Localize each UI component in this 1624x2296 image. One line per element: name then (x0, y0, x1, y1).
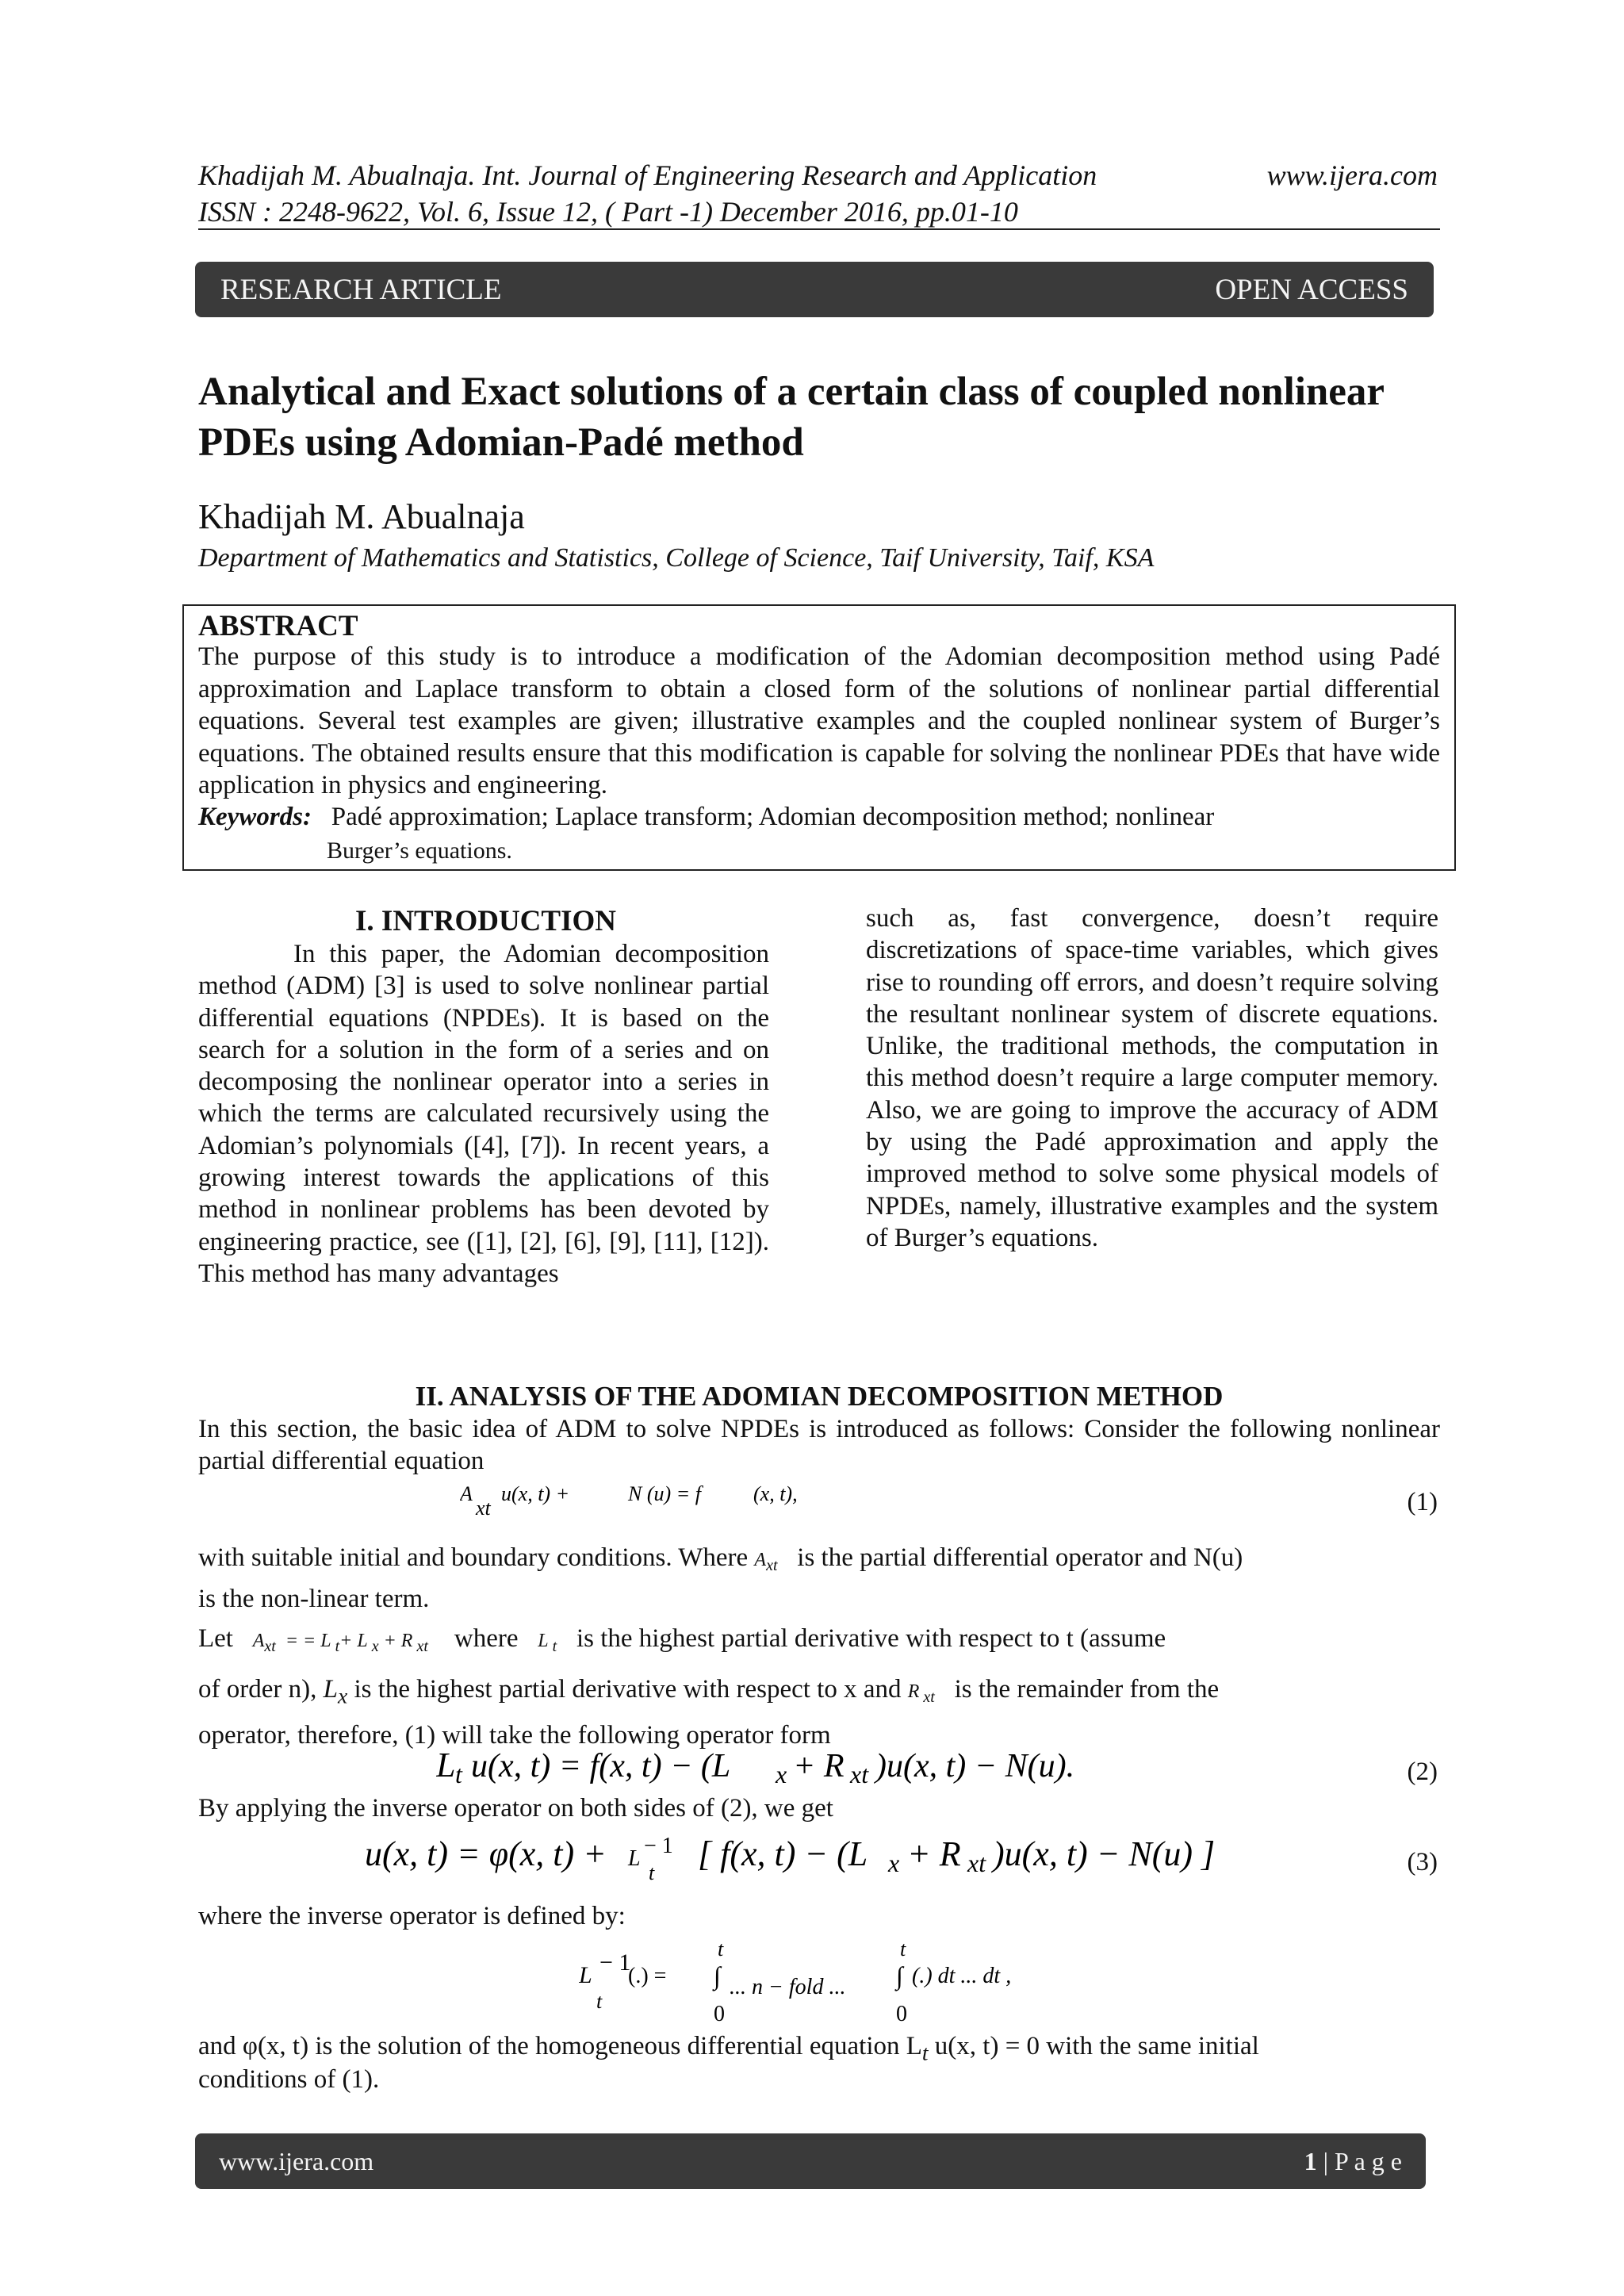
open-access-label: OPEN ACCESS (1215, 273, 1408, 306)
citation-line-2: ISSN : 2248-9622, Vol. 6, Issue 12, ( Part -1) December 2016, pp.01-10 (198, 196, 1018, 228)
operator-A-xt: $A_{xt}$ (754, 1550, 778, 1574)
section-2-paragraph-2 (198, 1542, 1440, 1581)
svg-text:)u(x, t) − N(u).: )u(x, t) − N(u). (875, 1748, 1075, 1784)
equation-1-number: (1) (1407, 1488, 1438, 1516)
svg-text:L: L (436, 1746, 456, 1784)
equation-2-number: (2) (1407, 1757, 1438, 1786)
svg-text:+ R: + R (907, 1834, 961, 1873)
abstract-heading: ABSTRACT (198, 610, 358, 642)
svg-text:− 1: − 1 (644, 1834, 673, 1858)
paragraph-8-text-a: and φ(x, t) is the solution of the homogeneous differential equation L (198, 2032, 922, 2060)
svg-text:∫: ∫ (896, 1961, 903, 1990)
svg-text:xt: xt (967, 1849, 986, 1877)
svg-text:... n − fold ...: ... n − fold ... (730, 1975, 846, 1999)
svg-text:+ R: + R (793, 1748, 845, 1784)
keywords-text: Padé approximation; Laplace transform; Adomian decomposition method; nonlinear (331, 803, 1215, 831)
svg-text:L: L (579, 1962, 592, 1988)
equation-3-graphic (365, 1824, 1221, 1888)
svg-text:∫: ∫ (714, 1961, 721, 1990)
svg-text:A: A (460, 1482, 473, 1505)
paragraph-3-text: is the highest partial derivative with respect to t (assume (576, 1624, 1166, 1653)
svg-text:t: t (455, 1760, 462, 1788)
paragraph-3-where: where (454, 1624, 519, 1653)
svg-text:u(x, t) = φ(x, t) +: u(x, t) = φ(x, t) + (365, 1834, 607, 1873)
citation-line-1: Khadijah M. Abualnaja. Int. Journal of Engineering Research and Application (198, 159, 1097, 191)
equation-2 (436, 1742, 1150, 1793)
page-number-value: 1 (1304, 2146, 1317, 2175)
paragraph-4-text-b: is the highest partial derivative with respect to x and (354, 1675, 902, 1704)
equation-3 (365, 1824, 1221, 1892)
inverse-operator-definition (579, 1934, 1118, 2041)
svg-text:x: x (776, 1760, 787, 1788)
article-type-banner (195, 262, 1434, 317)
paper-title: Analytical and Exact solutions of a certain class of coupled nonlinear PDEs using Adomian-Padé method (198, 370, 1385, 465)
svg-text:0: 0 (714, 2002, 725, 2026)
section-2-paragraph-3 (198, 1623, 1440, 1662)
svg-text:(x, t),: (x, t), (753, 1482, 798, 1505)
keywords-label: Keywords: (198, 803, 312, 831)
svg-text:t: t (900, 1938, 906, 1961)
section-1-heading: I. INTRODUCTION (355, 905, 616, 937)
svg-text:x: x (888, 1849, 900, 1877)
svg-text:t: t (718, 1938, 724, 1961)
operator-L-x: $L_x$ (323, 1675, 348, 1708)
paragraph-3-let: Let (198, 1624, 233, 1653)
page-label: | P a g e (1323, 2146, 1402, 2175)
page-footer (195, 2133, 1426, 2189)
paragraph-2-text-b: is the partial differential operator and N(u) (797, 1543, 1243, 1572)
section-2-paragraph-7: where the inverse operator is defined by: (198, 1902, 626, 1930)
svg-text:u(x, t) = f(x, t) − (L: u(x, t) = f(x, t) − (L (471, 1748, 731, 1784)
header-rule (198, 228, 1440, 230)
section-2-heading: II. ANALYSIS OF THE ADOMIAN DECOMPOSITION METHOD (415, 1381, 1224, 1412)
research-article-label: RESEARCH ARTICLE (220, 273, 502, 306)
section-2-paragraph-6: By applying the inverse operator on both sides of (2), we get (198, 1794, 833, 1823)
abstract-text: The purpose of this study is to introduce a modification of the Adomian decomposition method using Padé approximation and Laplace transform to obtain a closed form of the solutions of nonlinear partial differential equations. Several test examples are given; illustrative examples and the coupled nonlinear system of Burger’s equations. The obtained results ensure that this modification is capable for solving the nonlinear PDEs that have wide application in physics and engineering. (198, 642, 1440, 799)
paragraph-8-text-b: u(x, t) = 0 with the same initial (934, 2032, 1259, 2060)
keywords-continuation: Burger’s equations. (327, 838, 512, 864)
svg-text:t: t (649, 1861, 655, 1884)
svg-text:(.) =: (.) = (628, 1964, 667, 1988)
intro-left-text: In this paper, the Adomian decomposition method (ADM) [3] is used to solve nonlinear partial differential equations (NPDEs). It is based on the search for a solution in the form of a series and on decomposing the nonlinear operator into a series in which the terms are calculated recursively using the Adomian’s polynomials ([4], [7]). In recent years, a growing interest towards the applications of this method in nonlinear problems has been devoted by engineering practice, see ([1], [2], [6], [9], [11], [12]). This method has many advantages (198, 940, 769, 1288)
svg-text:(.) dt ... dt ,: (.) dt ... dt , (912, 1964, 1012, 1988)
inverse-operator-graphic (579, 1934, 1118, 2037)
svg-text:L: L (628, 1846, 641, 1871)
section-2-paragraph-5: operator, therefore, (1) will take the following operator form (198, 1721, 831, 1750)
svg-text:0: 0 (896, 2002, 907, 2026)
operator-decomposition: $A_{xt}$ = = L $_t$+ L $_x$ + R $_{xt}$ (252, 1631, 428, 1655)
section-2-paragraph-9: conditions of (1). (198, 2065, 380, 2094)
svg-text:[ f(x, t) − (L: [ f(x, t) − (L (698, 1834, 868, 1873)
svg-text:t: t (596, 1990, 603, 2013)
operator-L-t: L $_t$ (538, 1631, 557, 1655)
equation-2-graphic (436, 1742, 1150, 1789)
equation-3-number: (3) (1407, 1848, 1438, 1876)
equation-1-graphic (460, 1481, 825, 1529)
author-affiliation: Department of Mathematics and Statistics, College of Science, Taif University, Taif, KSA (198, 543, 1155, 573)
paragraph-2-text-a: with suitable initial and boundary conditions. Where (198, 1543, 749, 1572)
intro-right-column: such as, fast convergence, doesn’t require discretizations of space-time variables, which gives rise to rounding off errors, and doesn’t require solving the resultant nonlinear system of discrete equations. Unlike, the traditional methods, the computation in this method doesn’t require a large computer memory. Also, we are going to improve the accuracy of ADM by using the Padé approximation and apply the improved method to solve some physical models of NPDEs, namely, illustrative examples and the system of Burger’s equations. (866, 904, 1438, 1252)
section-2-paragraph-4 (198, 1673, 1440, 1713)
intro-left-column (198, 938, 769, 1290)
svg-text:xt: xt (850, 1760, 869, 1788)
svg-text:)u(x, t) − N(u) ]: )u(x, t) − N(u) ] (993, 1834, 1216, 1873)
page-number (1304, 2147, 1402, 2176)
section-2-paragraph-2-cont: is the non-linear term. (198, 1585, 430, 1613)
footer-website[interactable]: www.ijera.com (219, 2146, 374, 2175)
equation-1 (460, 1481, 825, 1535)
svg-text:xt: xt (476, 1497, 491, 1520)
svg-text:u(x, t) +: u(x, t) + (501, 1482, 570, 1505)
journal-website[interactable]: www.ijera.com (1266, 159, 1438, 191)
paragraph-4-text-c: is the remainder from the (954, 1675, 1220, 1704)
journal-citation (198, 157, 1097, 230)
svg-text:N (u) = f: N (u) = f (628, 1482, 701, 1505)
section-2-paragraph-1: In this section, the basic idea of ADM to solve NPDEs is introduced as follows: Consider the following nonlinear partial differential equation (198, 1415, 1440, 1475)
svg-text:− 1: − 1 (599, 1949, 631, 1976)
operator-R-xt: R $_{xt}$ (907, 1681, 935, 1706)
section-2-paragraph-8: and φ(x, t) is the solution of the homogeneous differential equation $L_t$ u(x, t) = 0 with the same initial (198, 2032, 1259, 2065)
paragraph-4-text-a: of order n), (198, 1675, 317, 1704)
keywords-line (198, 801, 1440, 833)
author-name: Khadijah M. Abualnaja (198, 497, 525, 536)
